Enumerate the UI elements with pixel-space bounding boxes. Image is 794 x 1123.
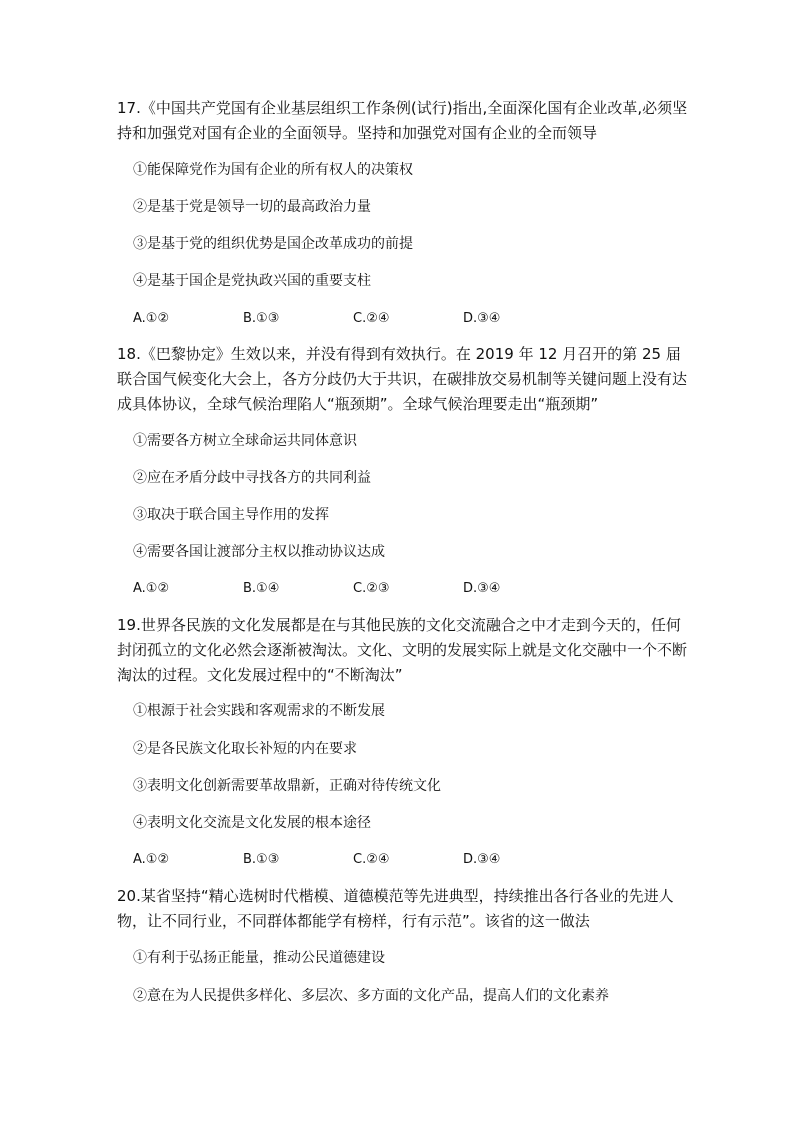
- question-18-option-1: ①需要各方树立全球命运共同体意识: [133, 433, 357, 449]
- question-20-option-2: ②意在为人民提供多样化、多层次、多方面的文化产品，提高人们的文化素养: [133, 988, 609, 1004]
- choice-b: B.①④: [243, 581, 280, 596]
- question-17-choices: [133, 309, 573, 329]
- question-17-stem: 17.《中国共产党国有企业基层组织工作条例(试行)指出,全面深化国有企业改革,必须坚持和加强党对国有企业的全面领导。坚持和加强党对国有企业的全而领导: [117, 99, 688, 142]
- question-18-stem: 18.《巴黎协定》生效以来，并没有得到有效执行。在 2019 年 12 月召开的第 25 届联合国气候变化大会上，各方分歧仍大于共识，在碳排放交易机制等关键问题上没有达成具体协议，全球气候治理陷人“瓶颈期”。全球气候治理要走出“瓶颈期”: [117, 345, 688, 413]
- question-19-option-2: ②是各民族文化取长补短的内在要求: [133, 741, 357, 757]
- question-18-option-3: ③取决于联合国主导作用的发挥: [133, 507, 329, 523]
- question-17-option-1: ①能保障党作为国有企业的所有权人的决策权: [133, 162, 413, 178]
- question-17-option-4: ④是基于国企是党执政兴国的重要支柱: [133, 273, 371, 289]
- question-18-option-2: ②应在矛盾分歧中寻找各方的共同利益: [133, 470, 371, 486]
- question-20-stem: 20.某省坚持“精心选树时代楷模、道德模范等先进典型，持续推出各行各业的先进人物，让不同行业，不同群体都能学有榜样，行有示范”。该省的这一做法: [117, 887, 674, 930]
- question-18-choices: [133, 579, 573, 599]
- question-18-option-4: ④需要各国让渡部分主权以推动协议达成: [133, 544, 385, 560]
- choice-a: A.①②: [133, 311, 170, 326]
- question-19-choices: [133, 850, 573, 870]
- choice-c: C.②③: [353, 581, 390, 596]
- choice-d: D.③④: [463, 852, 501, 867]
- choice-a: A.①②: [133, 852, 170, 867]
- question-19-option-1: ①根源于社会实践和客观需求的不断发展: [133, 703, 385, 719]
- question-20-option-1: ①有利于弘扬正能量，推动公民道德建设: [133, 950, 385, 966]
- question-19-stem: 19.世界各民族的文化发展都是在与其他民族的文化交流融合之中才走到今天的，任何封闭孤立的文化必然会逐渐被淘汰。文化、文明的发展实际上就是文化交融中一个不断淘汰的过程。文化发展过程中的“不断淘汰”: [117, 616, 688, 684]
- choice-a: A.①②: [133, 581, 170, 596]
- question-17-option-2: ②是基于党是领导一切的最高政治力量: [133, 199, 371, 215]
- choice-c: C.②④: [353, 852, 390, 867]
- choice-d: D.③④: [463, 311, 501, 326]
- question-17-option-3: ③是基于党的组织优势是国企改革成功的前提: [133, 236, 413, 252]
- choice-c: C.②④: [353, 311, 390, 326]
- choice-b: B.①③: [243, 311, 280, 326]
- question-19-option-3: ③表明文化创新需要革故鼎新，正确对待传统文化: [133, 778, 441, 794]
- choice-b: B.①③: [243, 852, 280, 867]
- choice-d: D.③④: [463, 581, 501, 596]
- question-19-option-4: ④表明文化交流是文化发展的根本途径: [133, 815, 371, 831]
